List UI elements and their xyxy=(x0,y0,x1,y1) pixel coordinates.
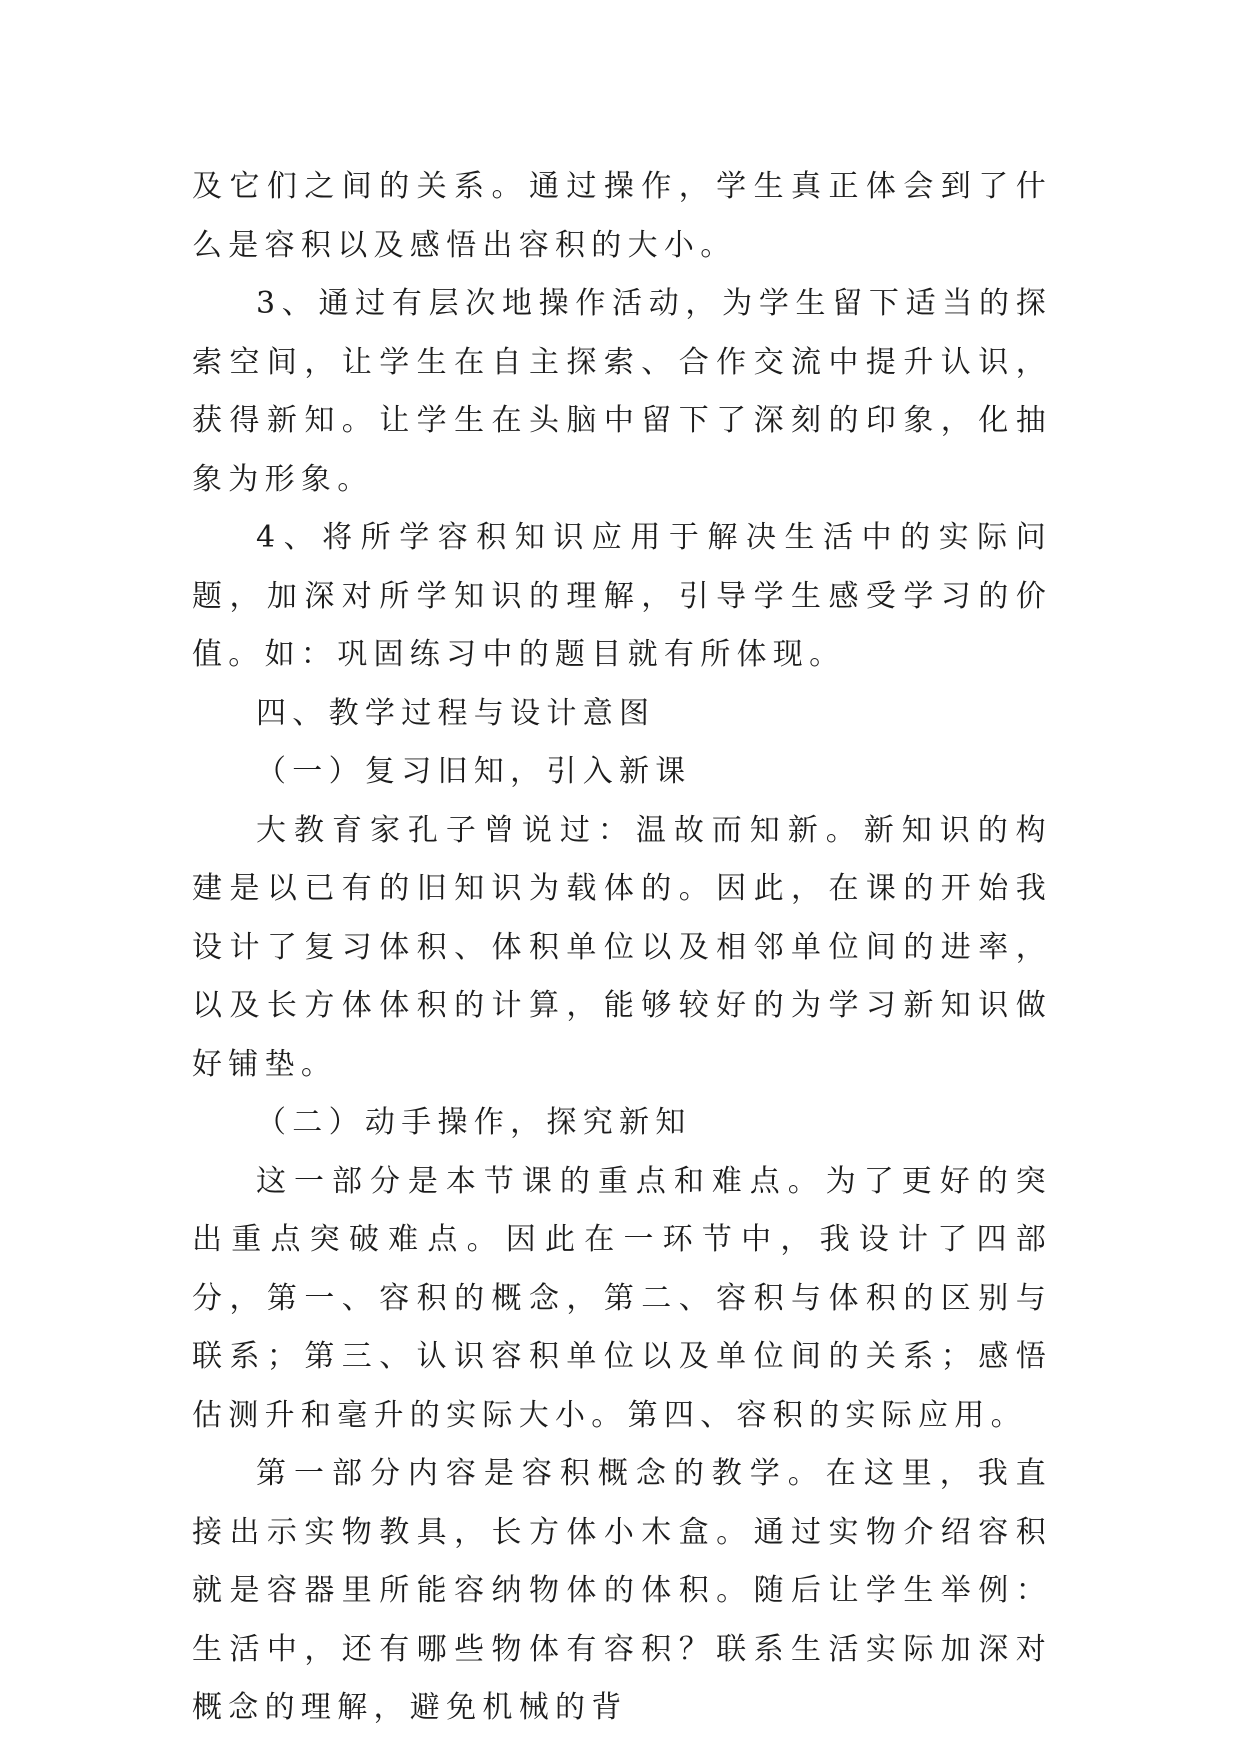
section-heading-4: 四、教学过程与设计意图 xyxy=(256,695,656,731)
paragraph-point-3: 3、通过有层次地操作活动，为学生留下适当的探索空间，让学生在自主探索、合作交流中提升认识，获得新知。让学生在头脑中留下了深刻的印象，化抽象为形象。 xyxy=(192,286,1052,497)
subsection-heading-2: （二）动手操作，探究新知 xyxy=(256,1105,692,1140)
paragraph-review: 大教育家孔子曾说过：温故而知新。新知识的构建是以已有的旧知识为载体的。因此，在课的开始我设计了复习体积、体积单位以及相邻单位间的进率，以及长方体体积的计算，能够较好的为学习新知识做好铺垫。 xyxy=(192,812,1052,1082)
paragraph-point-4: 4、将所学容积知识应用于解决生活中的实际问题，加深对所学知识的理解，引导学生感受学习的价值。如：巩固练习中的题目就有所体现。 xyxy=(192,520,1052,672)
paragraph-continuation: 及它们之间的关系。通过操作，学生真正体会到了什么是容积以及感悟出容积的大小。 xyxy=(192,169,1052,263)
paragraph-key-points: 这一部分是本节课的重点和难点。为了更好的突出重点突破难点。因此在一环节中，我设计了四部分，第一、容积的概念，第二、容积与体积的区别与联系；第三、认识容积单位以及单位间的关系；感悟估测升和毫升的实际大小。第四、容积的实际应用。 xyxy=(192,1163,1052,1433)
subsection-heading-1: （一）复习旧知，引入新课 xyxy=(256,754,692,789)
paragraph-part-one: 第一部分内容是容积概念的教学。在这里，我直接出示实物教具，长方体小木盒。通过实物介绍容积就是容器里所能容纳物体的体积。随后让学生举例：生活中，还有哪些物体有容积？联系生活实际加深对概念的理解，避免机械的背 xyxy=(192,1456,1052,1725)
document-body xyxy=(192,158,1052,1738)
